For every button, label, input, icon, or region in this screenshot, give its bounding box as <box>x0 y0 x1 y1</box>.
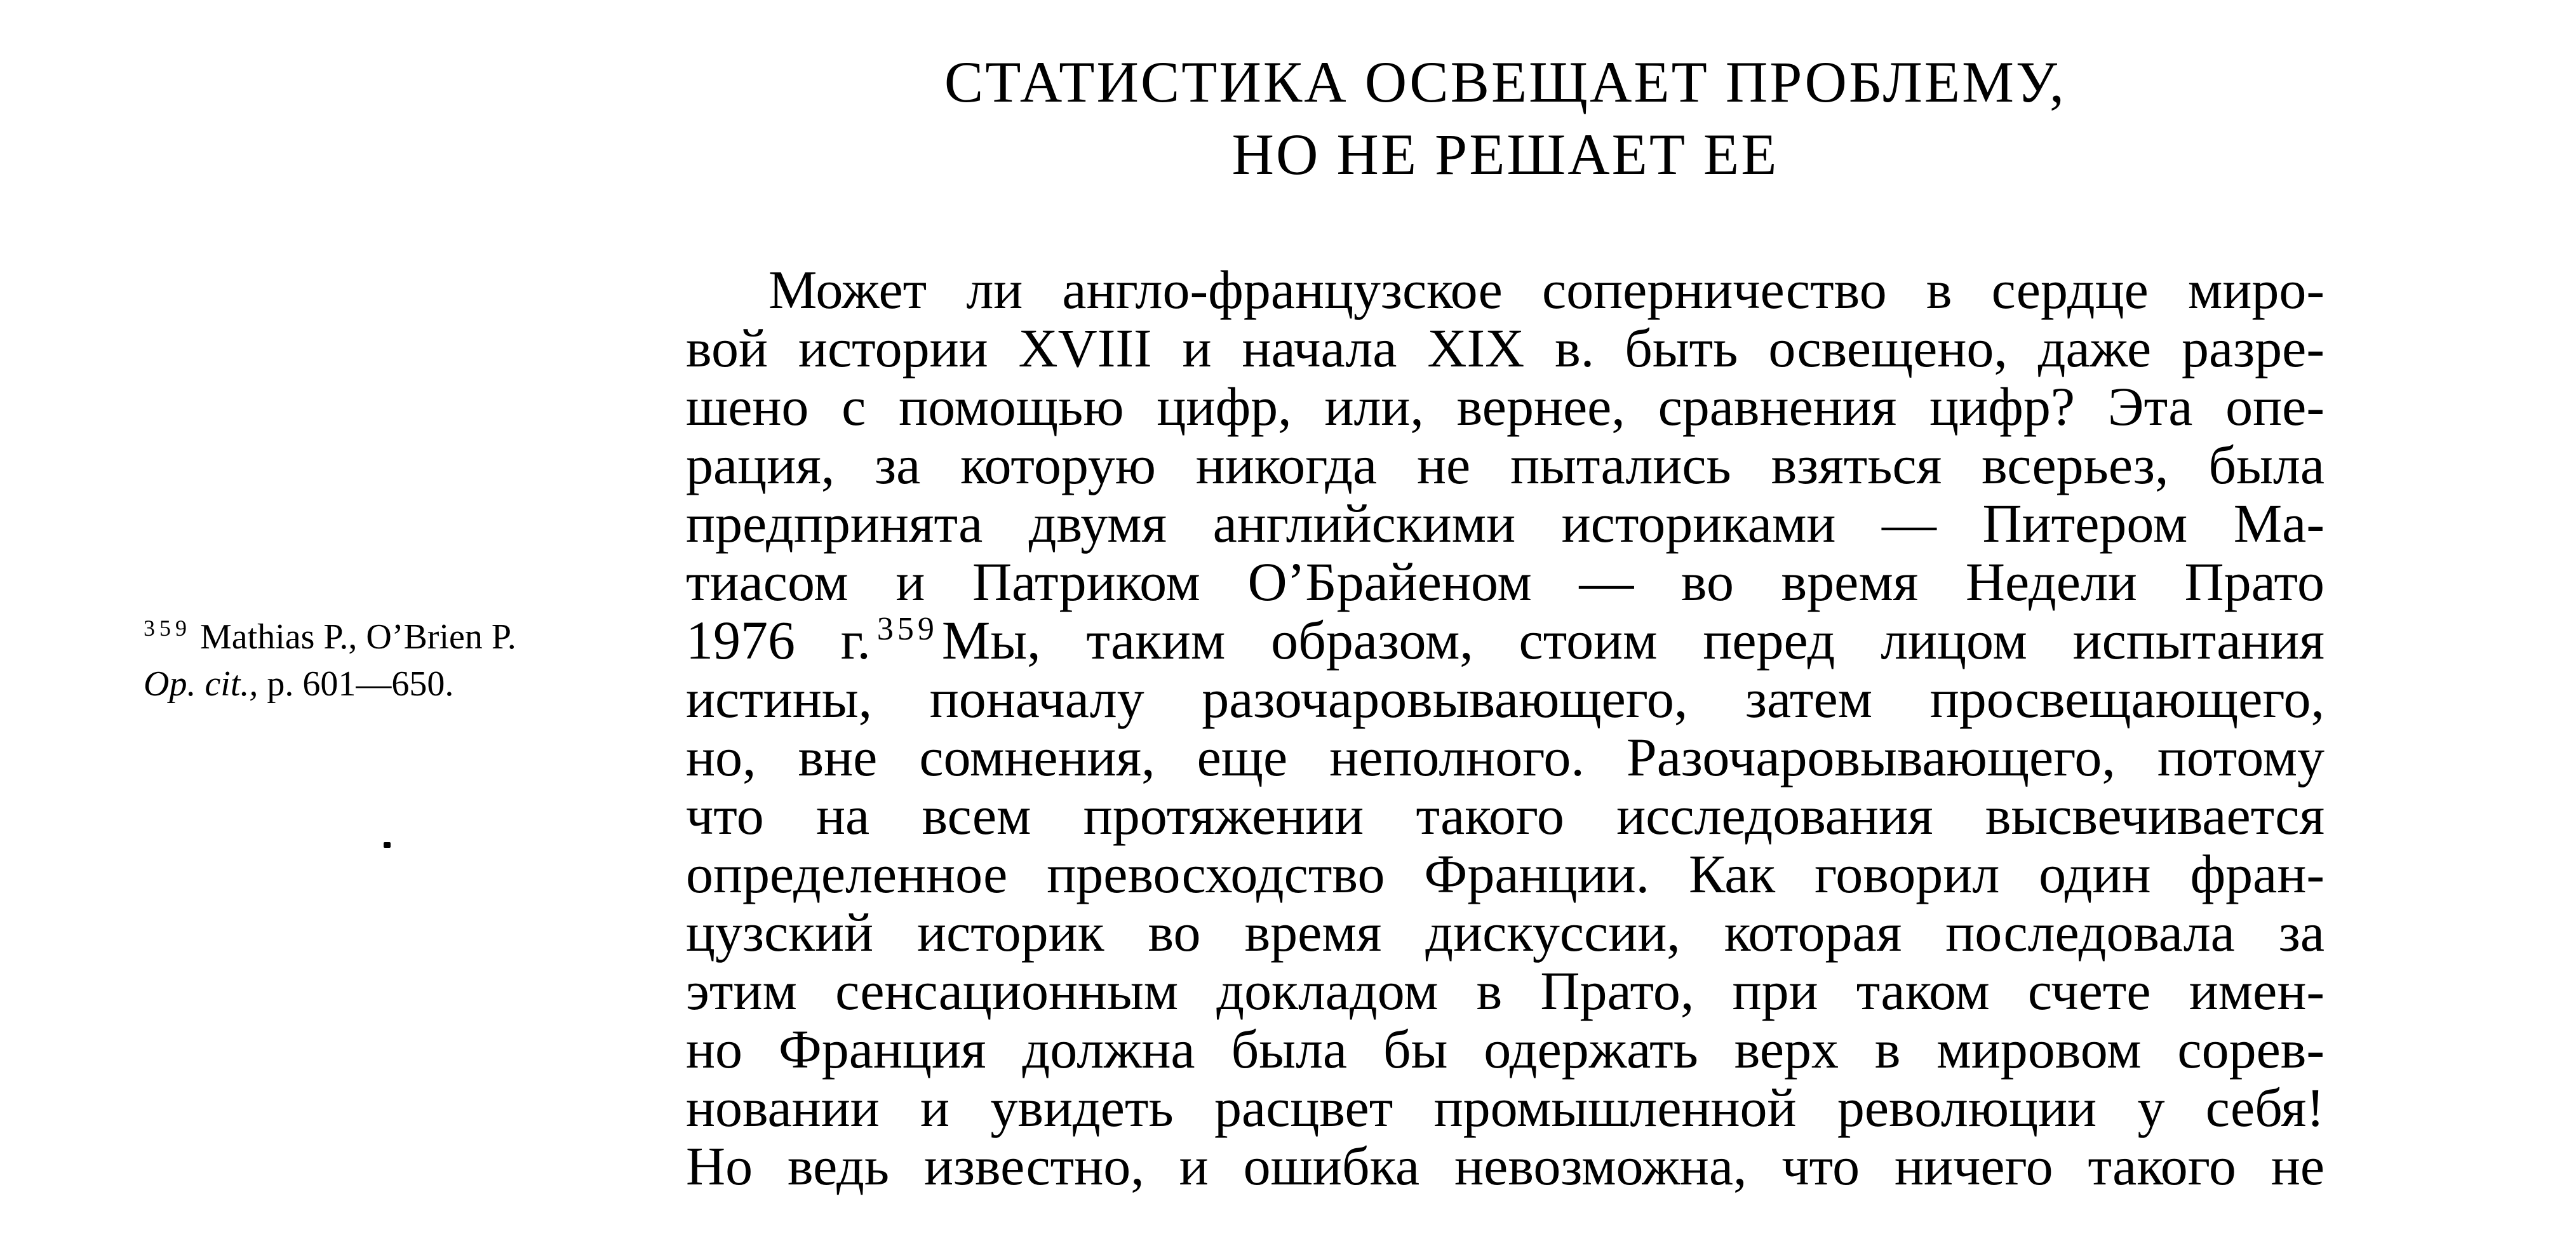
footnote-pages: p. 601—650. <box>258 664 454 704</box>
margin-footnote-line-1 <box>144 613 652 660</box>
footnote-opcit: Op. cit., <box>144 664 258 704</box>
text-line: но Франция должна была бы одержать верх в мировом сорев- <box>686 1019 2324 1080</box>
title-line-2: НО НЕ РЕШАЕТ ЕЕ <box>1231 122 1779 187</box>
page-title <box>686 46 2324 191</box>
text-line: этим сенсационным докладом в Прато, при таком счете имен- <box>686 960 2324 1021</box>
text-line: рация, за которую никогда не пытались взяться всерьез, была <box>686 434 2324 495</box>
scan-ink-speck <box>384 842 391 848</box>
text-line: новании и увидеть расцвет промышленной революции у себя! <box>686 1077 2324 1138</box>
body-paragraph <box>686 260 2324 1195</box>
text-line: тиасом и Патриком О’Брайеном — во время Недели Прато <box>686 551 2324 612</box>
title-line-1: СТАТИСТИКА ОСВЕЩАЕТ ПРОБЛЕМУ, <box>944 50 2067 114</box>
footnote-reference: 359 <box>876 611 938 648</box>
text-line: Может ли англо-французское соперничество в сердце миро- <box>768 259 2324 320</box>
text-line: но, вне сомнения, еще неполного. Разочаровывающего, потому <box>686 727 2324 788</box>
text-line: шено с помощью цифр, или, вернее, сравнения цифр? Эта опе- <box>686 376 2324 437</box>
text-after-footnote: Мы, таким образом, стоим перед лицом испытания <box>941 610 2324 671</box>
margin-footnote-line-2 <box>144 660 652 707</box>
text-before-footnote: 1976 г. <box>686 610 871 671</box>
text-line: истины, поначалу разочаровывающего, затем просвещающего, <box>686 668 2324 729</box>
footnote-authors: Mathias P., O’Brien P. <box>200 617 516 657</box>
text-line: определенное превосходство Франции. Как говорил один фран- <box>686 843 2324 904</box>
text-line: цузский историк во время дискуссии, которая последовала за <box>686 902 2324 963</box>
text-line: Но ведь известно, и ошибка невозможна, что ничего такого не <box>686 1136 2324 1196</box>
text-line: что на всем протяжении такого исследования высвечивается <box>686 785 2324 846</box>
text-line: предпринята двумя английскими историками — Питером Ма- <box>686 493 2324 554</box>
text-line-with-footnote <box>686 611 2324 669</box>
margin-footnote <box>144 613 652 707</box>
footnote-number: 359 <box>144 615 191 641</box>
text-line: вой истории XVIII и начала XIX в. быть освещено, даже разре- <box>686 318 2324 379</box>
